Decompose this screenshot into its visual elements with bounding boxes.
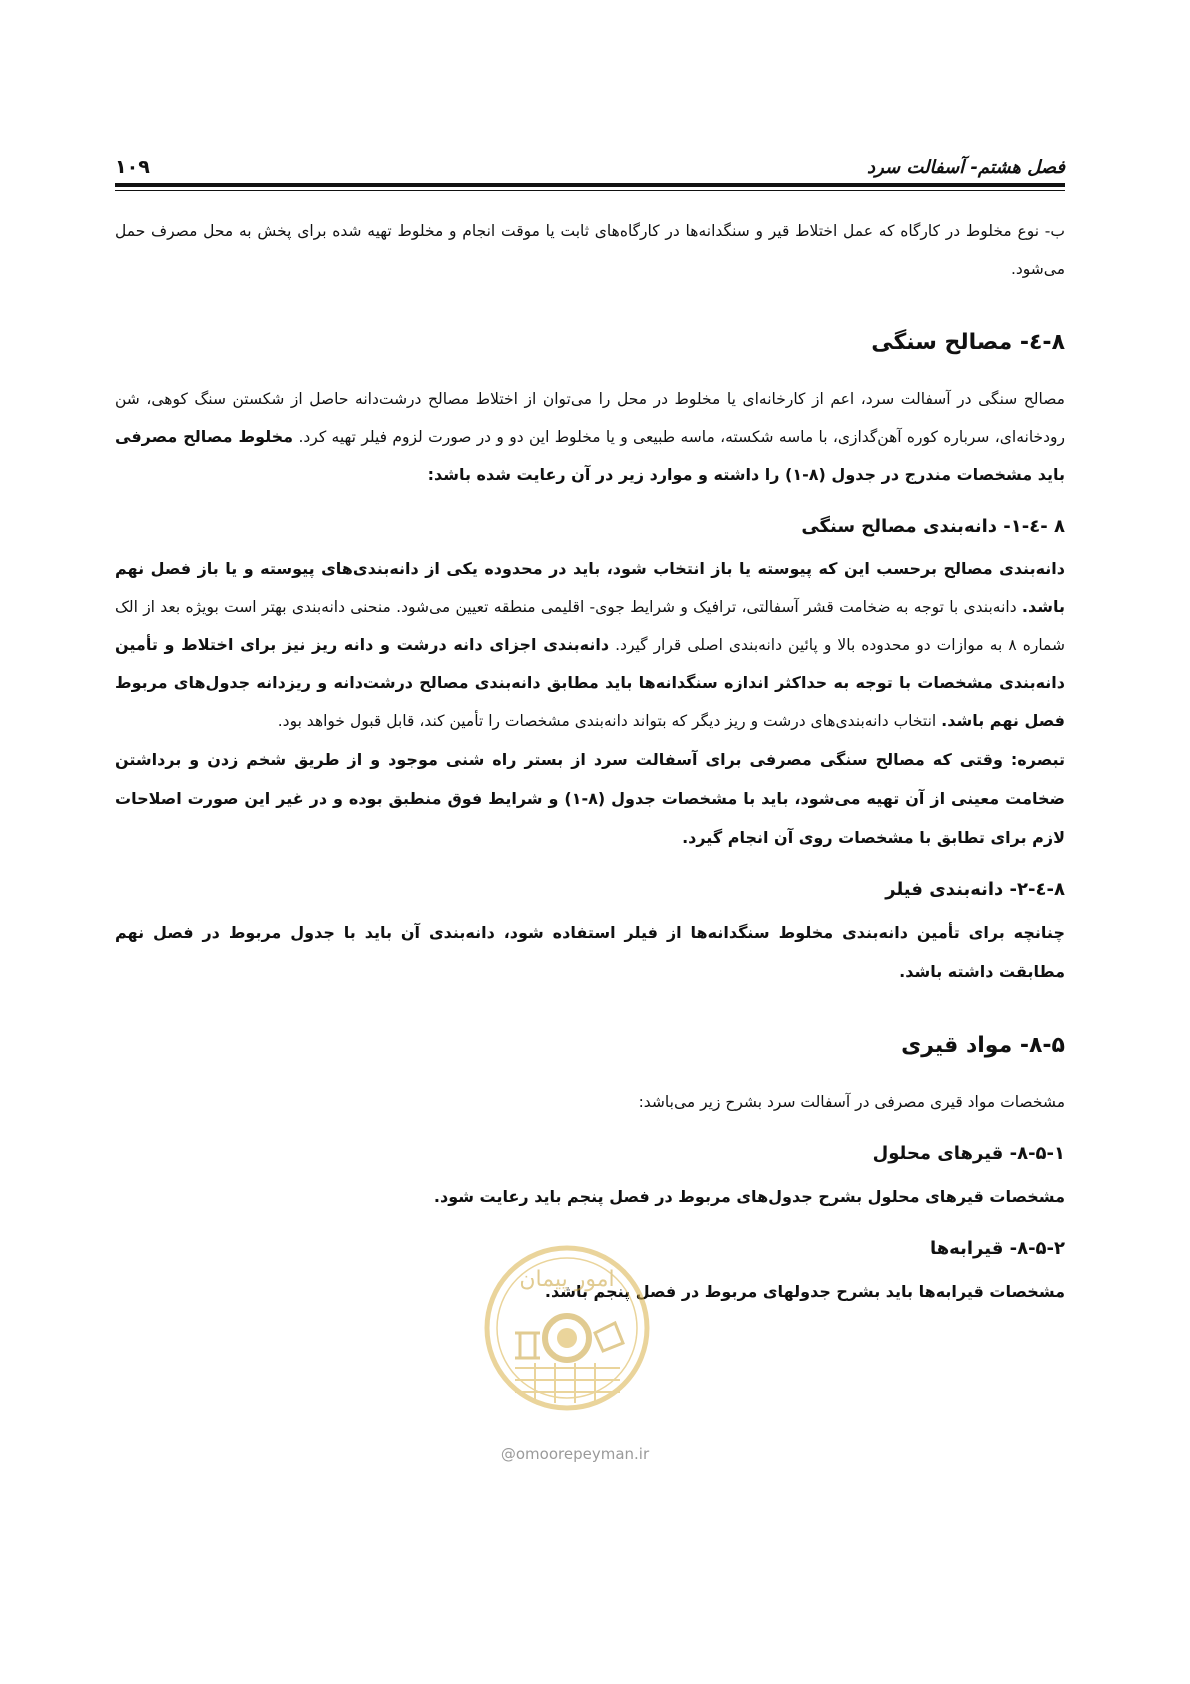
paragraph-8-4-1-bold-a: دانه‌بندی مصالح برحسب این که پیوسته یا باز انتخاب شود، باید در محدوده یکی از دانه‌بندی‌های پیوسته و یا باز فصل نهم باشد. (115, 559, 1065, 616)
watermark-site: @omoorepeyman.ir (500, 1445, 650, 1463)
chapter-title: فصل هشتم- آسفالت سرد (867, 157, 1065, 178)
paragraph-8-5-2: مشخصات قیرابه‌ها باید بشرح جدولهای مربوط در فصل پنجم باشد. (544, 1282, 1065, 1301)
header-rule-thin (115, 190, 1065, 191)
paragraph-8-4-1-text-b: دانه‌بندی با توجه به ضخامت قشر آسفالتی، ترافیک و شرایط جوی- اقلیمی منطقه تعیین می‌شود. منحنی دانه‌بندی بهتر است بویژه بعد از الک شماره ۸ به موازات دو محدوده بالا و پائین دانه‌بندی اصلی قرار گیرد. (115, 598, 1065, 654)
section-heading-8-4-2: ۸-٤-۲- دانه‌بندی فیلر (885, 879, 1065, 900)
paragraph-8-4 (115, 380, 1065, 494)
paragraph-8-5: مشخصات مواد قیری مصرفی در آسفالت سرد بشرح زیر می‌باشد: (638, 1093, 1065, 1111)
page-number: ۱۰۹ (115, 156, 150, 178)
watermark-logo (480, 1238, 655, 1438)
section-heading-8-5: ۸-۵- مواد قیری (901, 1033, 1065, 1058)
header-rule-thick (115, 183, 1065, 187)
section-heading-8-5-2: ۸-۵-۲- قیرابه‌ها (929, 1238, 1065, 1259)
paragraph-8-4-2: چنانچه برای تأمین دانه‌بندی مخلوط سنگدانه‌ها از فیلر استفاده شود، دانه‌بندی آن باید با جدول مربوط در فصل نهم مطابقت داشته باشد. (115, 923, 1065, 981)
page-body (115, 212, 1065, 1311)
paragraph-8-4-1-text-d: انتخاب دانه‌بندی‌های درشت و ریز دیگر که بتواند دانه‌بندی مشخصات را تأمین کند، قابل قبول خواهد بود. (277, 712, 937, 730)
paragraph-b: ب- نوع مخلوط در کارگاه که عمل اختلاط قیر و سنگدانه‌ها در کارگاه‌های ثابت یا موقت انجام و مخلوط تهیه شده برای پخش به محل مصرف حمل می‌شود. (115, 222, 1065, 278)
paragraph-8-4-1-bold-c: دانه‌بندی اجزای دانه درشت و دانه ریز نیز برای اختلاط و تأمین دانه‌بندی مشخصات با توجه به حداکثر اندازه سنگدانه‌ها باید مطابق دانه‌بندی مصالح درشت‌دانه و ریزدانه جدول‌های مربوط فصل نهم باشد. (115, 635, 1065, 730)
section-heading-8-5-1: ۸-۵-۱- قیرهای محلول (872, 1143, 1065, 1164)
section-heading-8-4-1: ۸ -٤-۱- دانه‌بندی مصالح سنگی (801, 516, 1065, 537)
paragraph-8-4-bold: مخلوط مصالح مصرفی باید مشخصات مندرج در جدول (۸-۱) را داشته و موارد زیر در آن رعایت شده باشد: (115, 427, 1065, 484)
section-heading-8-4: ۸-٤- مصالح سنگی (871, 330, 1065, 355)
paragraph-8-5-1: مشخصات قیرهای محلول بشرح جدول‌های مربوط در فصل پنجم باید رعایت شود. (433, 1187, 1065, 1206)
note-paragraph: تبصره: وقتی که مصالح سنگی مصرفی برای آسفالت سرد از بستر راه شنی موجود و از طریق شخم زدن و برداشتن ضخامت معینی از آن تهیه می‌شود، باید با مشخصات جدول (۸-۱) و شرایط فوق منطبق بوده و در غیر این صورت اصلاحات لازم برای تطابق با مشخصات روی آن انجام گیرد. (115, 750, 1065, 847)
paragraph-8-4-1 (115, 550, 1065, 740)
paragraph-8-4-text: مصالح سنگی در آسفالت سرد، اعم از کارخانه‌ای یا مخلوط در محل را می‌توان از اختلاط مصالح درشت‌دانه حاصل از شکستن سنگ کوهی، شن رودخانه‌ای، سرباره کوره آهن‌گدازی، با ماسه شکسته، ماسه طبیعی و یا مخلوط این دو و در صورت لزوم فیلر تهیه کرد. (115, 390, 1066, 446)
watermark-logo-text: امور پیمان (519, 1267, 615, 1292)
running-header (115, 148, 1065, 178)
